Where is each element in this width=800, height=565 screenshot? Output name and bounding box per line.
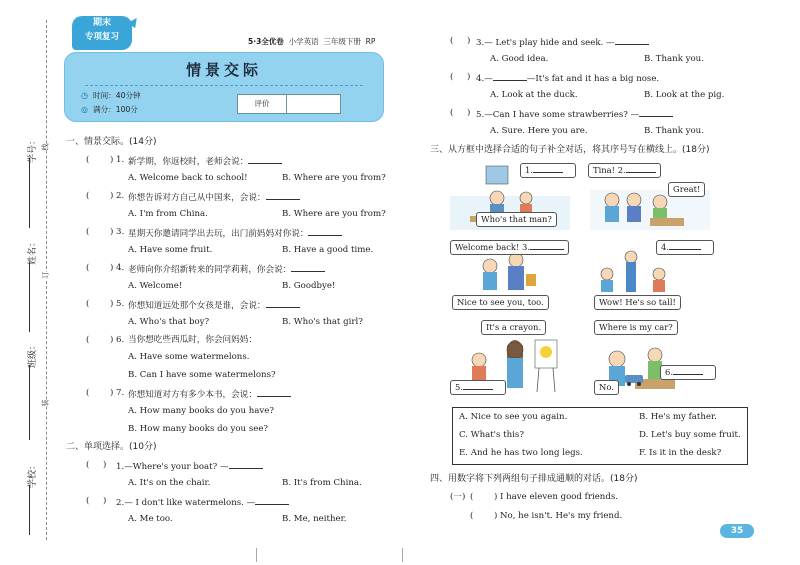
answer-blank[interactable]: [626, 164, 656, 173]
bubble-crayon: It's a crayon.: [481, 320, 546, 335]
bubble-nice: Nice to see you, too.: [452, 295, 549, 310]
dialogue-text: I have eleven good friends.: [500, 492, 618, 502]
answer-parens: ( ): [86, 496, 107, 506]
scene-welcome-illustration: [470, 250, 550, 295]
question-number: 4.: [476, 74, 485, 84]
question-number: 2.: [116, 498, 125, 508]
question-number: 6.: [116, 335, 125, 345]
answer-blank[interactable]: [266, 299, 300, 308]
question-prompt: [128, 299, 300, 312]
review-badge: [72, 16, 132, 50]
question-prompt-text: 星期天你邀请同学出去玩，出门前妈妈对你说：: [128, 229, 309, 239]
dialogue-text: No, he isn't. He's my friend.: [500, 511, 623, 521]
question-prompt: [128, 227, 342, 240]
answer-blank[interactable]: [291, 263, 325, 272]
option-b: B. Look at the pig.: [644, 90, 725, 100]
evaluation-field[interactable]: [287, 95, 340, 113]
bubble-6-num: 6.: [665, 367, 673, 377]
answer-paren-open: (: [86, 191, 90, 201]
question-number: 5.: [116, 299, 125, 309]
option-b: B. Have a good time.: [282, 245, 374, 255]
bubble-3-num: 3.: [522, 242, 531, 252]
header-meta: [248, 36, 375, 47]
question-prompt-text: 你想知道远处那个女孩是谁，会说：: [128, 301, 266, 311]
question-body: — I don't like watermelons. —: [124, 498, 256, 508]
evaluation-label: 评价: [238, 95, 287, 113]
side-mark-1: 线: [41, 143, 50, 151]
side-label-class: 班级：: [28, 340, 39, 369]
question-number: 1.: [116, 462, 125, 472]
answer-blank[interactable]: [229, 460, 263, 469]
scene-tall-man: [595, 250, 685, 295]
option-b: B. Where are you from?: [282, 173, 386, 183]
bubble-who: Who's that man?: [476, 212, 557, 227]
option-A: A. Nice to see you again.: [459, 412, 568, 422]
side-mark-2: 订: [41, 271, 50, 279]
side-mark-3: 装: [41, 399, 50, 407]
bubble-great: Great!: [668, 182, 705, 197]
bubble-1[interactable]: [520, 163, 576, 178]
option-a: A. How many books do you have?: [128, 406, 274, 416]
fold-mark-left: [256, 548, 257, 562]
answer-paren-close: ): [110, 227, 114, 237]
side-label-name: 姓名：: [28, 237, 39, 266]
question-prompt: [128, 155, 282, 168]
answer-paren-close: ): [110, 191, 114, 201]
question-body: —: [484, 74, 493, 84]
side-line-class: [29, 365, 30, 440]
answer-parens: ( ): [86, 460, 107, 470]
answer-parens: ( ): [450, 36, 471, 46]
order-paren-close: ): [494, 511, 498, 521]
bubble-6[interactable]: [660, 365, 716, 380]
option-b: B. Thank you.: [644, 54, 704, 64]
binding-strip: [0, 0, 60, 565]
question-text: [476, 108, 673, 121]
bubble-2-num: 2.: [617, 165, 626, 175]
question-prompt-text: 老师向你介绍新转来的同学莉莉，你会说：: [128, 265, 292, 275]
question-body: — Let's play hide and seek. —: [484, 38, 615, 48]
answer-blank[interactable]: [639, 108, 673, 117]
badge-line-1: 期末: [92, 18, 111, 28]
page-number: 35: [730, 526, 744, 536]
option-a: A. Have some watermelons.: [128, 352, 250, 362]
side-line-number: [29, 158, 30, 228]
time-label: 时间：40分钟: [93, 91, 141, 100]
answer-blank[interactable]: [463, 381, 493, 390]
option-b: B. It's from China.: [282, 478, 362, 488]
evaluation-box[interactable]: [237, 94, 341, 114]
bubble-welcome-text: Welcome back!: [455, 242, 520, 252]
score-icon: ◎: [81, 105, 88, 114]
question-prompt: [128, 191, 300, 204]
answer-blank[interactable]: [533, 164, 563, 173]
option-D: D. Let's buy some fruit.: [639, 430, 741, 440]
question-text: [476, 36, 649, 49]
option-b: B. Can I have some watermelons?: [128, 370, 276, 380]
answer-paren-open: (: [86, 388, 90, 398]
side-line-school: [29, 485, 30, 535]
answer-blank[interactable]: [266, 191, 300, 200]
section4-title: 四、用数字将下列两组句子排成通顺的对话。(18分): [430, 474, 638, 484]
answer-blank[interactable]: [493, 72, 527, 81]
option-C: C. What's this?: [459, 430, 524, 440]
badge-line-2: 专项复习: [84, 32, 119, 42]
answer-parens: ( ): [450, 72, 471, 82]
side-label-number: 学号：: [28, 135, 39, 164]
option-B: B. He's my father.: [639, 412, 717, 422]
option-b: B. Me, neither.: [282, 514, 347, 524]
question-prompt-text: 新学期，你返校时，老师会说：: [128, 157, 249, 167]
clock-icon: ◷: [81, 91, 88, 100]
section1-title: 一、情景交际。(14分): [66, 137, 157, 147]
order-paren-open: (: [470, 492, 474, 502]
answer-blank[interactable]: [615, 36, 649, 45]
bubble-tina-text: Tina!: [593, 165, 616, 175]
fold-mark-right: [402, 548, 403, 562]
header-subject: 小学英语: [288, 37, 319, 46]
scene-tall-man-illustration: [595, 250, 685, 295]
option-a: A. It's on the chair.: [128, 478, 211, 488]
score-label: 满分：100分: [93, 105, 138, 114]
question-prompt: [128, 263, 325, 276]
answer-paren-open: (: [86, 155, 90, 165]
bubble-where: Where is my car?: [594, 320, 678, 335]
answer-blank[interactable]: [669, 241, 701, 250]
answer-paren-open: (: [86, 227, 90, 237]
group-label: (一): [450, 492, 466, 502]
answer-paren-close: ): [110, 155, 114, 165]
header: [62, 12, 392, 128]
answer-paren-open: (: [86, 263, 90, 273]
option-a: A. Have some fruit.: [128, 245, 213, 255]
option-b: B. Where are you from?: [282, 209, 386, 219]
answer-blank[interactable]: [673, 366, 703, 375]
answer-paren-open: (: [86, 335, 90, 345]
bubble-no: No.: [594, 380, 619, 395]
question-number: 3.: [116, 227, 125, 237]
answer-blank[interactable]: [530, 241, 564, 250]
question-number: 7.: [116, 388, 125, 398]
side-line-name: [29, 262, 30, 332]
answer-blank[interactable]: [308, 227, 342, 236]
answer-paren-open: (: [86, 299, 90, 309]
bubble-welcome: [450, 240, 569, 255]
question-body-2: —It's fat and it has a big nose.: [526, 74, 660, 84]
answer-paren-close: ): [110, 299, 114, 309]
option-a: A. Who's that boy?: [128, 317, 210, 327]
header-grade: 三年级下册: [323, 37, 361, 46]
question-number: 1.: [116, 155, 125, 165]
answer-paren-close: ): [110, 263, 114, 273]
option-a: A. I'm from China.: [128, 209, 208, 219]
option-a: A. Welcome back to school!: [128, 173, 248, 183]
rocket-icon: ▲: [126, 12, 143, 30]
bubble-4-num: 4.: [661, 242, 669, 252]
answer-blank[interactable]: [255, 496, 289, 505]
bubble-wow: Wow! He's so tall!: [594, 295, 681, 310]
question-prompt: 当你想吃些西瓜时，你会问妈妈：: [128, 335, 257, 345]
question-text: [116, 460, 263, 473]
order-paren-close: ): [494, 492, 498, 502]
option-b: B. Thank you.: [644, 126, 704, 136]
question-number: 5.: [476, 110, 485, 120]
answer-paren-close: ): [110, 388, 114, 398]
section2-title: 二、单项选择。(10分): [66, 442, 157, 452]
question-number: 2.: [116, 191, 125, 201]
question-text: [476, 72, 659, 85]
side-label-school: 学校：: [28, 460, 39, 489]
section3-title: 三、从方框中选择合适的句子补全对话，将其序号写在横线上。(18分): [430, 145, 710, 155]
answer-paren-close: ): [110, 335, 114, 345]
option-F: F. Is it in the desk?: [639, 448, 722, 458]
question-body: —Can I have some strawberries? —: [484, 110, 640, 120]
option-b: B. Who's that girl?: [282, 317, 363, 327]
option-a: A. Good idea.: [490, 54, 549, 64]
question-prompt-text: 你想告诉对方自己从中国来，会说：: [128, 193, 266, 203]
order-paren-open: (: [470, 511, 474, 521]
page-number-badge: [720, 524, 754, 538]
question-prompt: [128, 388, 291, 401]
option-a: A. Me too.: [128, 514, 173, 524]
header-series: 5·3全优卷: [248, 37, 284, 46]
answer-blank[interactable]: [257, 388, 291, 397]
question-body: —Where's your boat? —: [124, 462, 229, 472]
question-number: 3.: [476, 38, 485, 48]
option-a: A. Look at the duck.: [490, 90, 578, 100]
answer-parens: ( ): [450, 108, 471, 118]
question-number: 4.: [116, 263, 125, 273]
option-b: B. How many books do you see?: [128, 424, 269, 434]
option-E: E. And he has two long legs.: [459, 448, 583, 458]
bubble-5[interactable]: [450, 380, 506, 395]
bubble-tina: [588, 163, 661, 178]
title-panel: [64, 52, 384, 122]
title-underline: [85, 85, 363, 86]
option-b: B. Goodbye!: [282, 281, 336, 291]
question-prompt-text: 你想知道对方有多少本书，会说：: [128, 390, 257, 400]
bubble-1-num: 1.: [525, 165, 533, 175]
binding-dashed-line: [46, 20, 47, 540]
scene-welcome: [470, 250, 550, 295]
question-text: [116, 496, 289, 509]
options-box: [452, 407, 748, 465]
option-a: A. Welcome!: [128, 281, 183, 291]
header-edition: RP: [365, 37, 376, 46]
bubble-5-num: 5.: [455, 382, 463, 392]
option-a: A. Sure. Here you are.: [490, 126, 588, 136]
page-title: 情景交际: [185, 61, 262, 79]
answer-blank[interactable]: [248, 155, 282, 164]
bubble-4[interactable]: [656, 240, 714, 255]
